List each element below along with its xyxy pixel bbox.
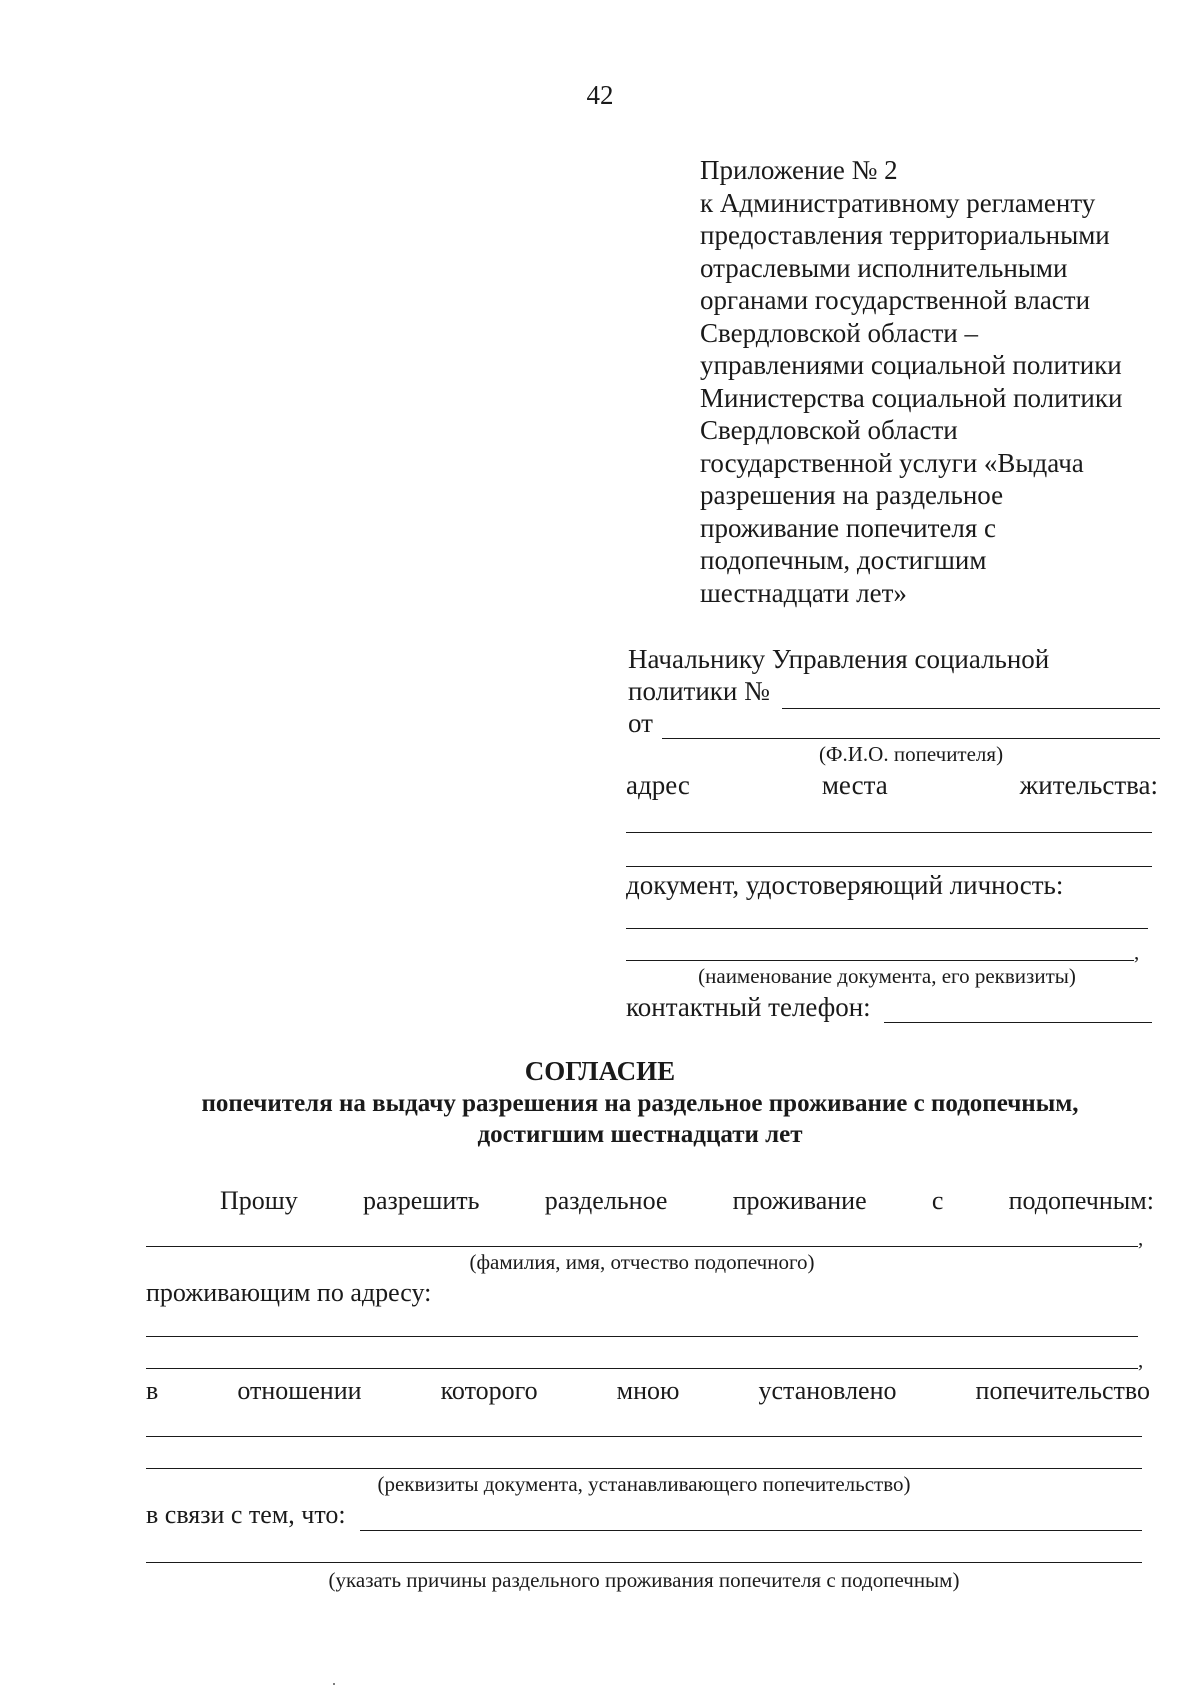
appendix-line: Свердловской области — [700, 415, 958, 445]
appendix-line: проживание попечителя с — [700, 512, 997, 543]
ward-address-field-2[interactable] — [146, 1368, 1138, 1369]
ward-name-field[interactable] — [146, 1246, 1138, 1247]
ward-address-field-1[interactable] — [146, 1336, 1138, 1337]
appendix-line: отраслевыми исполнительными — [700, 252, 1068, 283]
id-document-field-1[interactable] — [626, 928, 1148, 929]
reason-field-1[interactable] — [360, 1530, 1142, 1531]
request-word: раздельное — [544, 1186, 668, 1215]
residing-address-label: проживающим по адресу: — [146, 1278, 432, 1307]
guardian-name-caption: (Ф.И.О. попечителя) — [818, 742, 1004, 766]
appendix-line: шестнадцати лет» — [700, 577, 907, 608]
ward-name-caption: (фамилия, имя, отчество подопечного) — [469, 1250, 815, 1274]
residence-field-2[interactable] — [626, 866, 1152, 867]
reason-field-2[interactable] — [146, 1562, 1142, 1563]
appendix-line: Свердловской области – — [700, 317, 978, 348]
appendix-line: к Административному регламенту — [700, 187, 1096, 218]
request-word: проживание — [732, 1186, 867, 1215]
relation-word: попечительство — [975, 1376, 1150, 1405]
request-line — [220, 1186, 1154, 1216]
request-word: Прошу — [220, 1186, 298, 1215]
request-word: подопечным: — [1008, 1186, 1154, 1215]
guardianship-doc-field-2[interactable] — [146, 1468, 1142, 1469]
appendix-line: органами государственной власти — [700, 285, 1091, 315]
appendix-line: подопечным, достигшим — [700, 545, 987, 575]
from-label: от — [628, 708, 653, 738]
comma: , — [1134, 940, 1140, 964]
residence-word: места — [821, 770, 888, 800]
relation-word: которого — [440, 1376, 538, 1405]
residence-label — [626, 770, 1158, 801]
appendix-line: управлениями социальной политики — [700, 350, 1122, 380]
appendix-line: предоставления территориальными — [700, 220, 1110, 250]
appendix-line: разрешения на раздельное — [700, 480, 1004, 510]
appendix-header — [700, 154, 1122, 609]
relation-word: отношении — [237, 1376, 362, 1405]
page-number: 42 — [586, 80, 614, 110]
residence-word: адрес — [626, 770, 690, 800]
reason-caption: (указать причины раздельного проживания попечителя с подопечным) — [328, 1568, 960, 1592]
id-document-label: документ, удостоверяющий личность: — [626, 870, 1064, 900]
request-word: с — [931, 1186, 944, 1215]
appendix-line: Министерства социальной политики — [700, 382, 1123, 413]
document-title: СОГЛАСИЕ — [524, 1056, 676, 1086]
guardian-name-field[interactable] — [662, 738, 1160, 739]
scan-speck — [333, 1683, 335, 1685]
guardianship-doc-caption: (реквизиты документа, устанавливающего попечительство) — [377, 1472, 911, 1496]
phone-label: контактный телефон: — [626, 992, 871, 1022]
reason-label: в связи с тем, что: — [146, 1500, 346, 1529]
appendix-line: Приложение № 2 — [700, 155, 898, 185]
relation-line — [146, 1376, 1150, 1406]
appendix-line: государственной услуги «Выдача — [700, 447, 1084, 478]
relation-word: в — [146, 1376, 159, 1405]
addressee-line-1: Начальнику Управления социальной — [628, 644, 1050, 674]
department-number-label: политики № — [628, 676, 770, 706]
relation-word: установлено — [758, 1376, 897, 1405]
department-number-field[interactable] — [782, 708, 1160, 709]
comma: , — [1138, 1226, 1144, 1250]
id-document-caption: (наименование документа, его реквизиты) — [698, 964, 1076, 988]
relation-word: мною — [616, 1376, 680, 1405]
comma: , — [1138, 1348, 1144, 1372]
residence-field-1[interactable] — [626, 832, 1152, 833]
id-document-field-2[interactable] — [626, 960, 1134, 961]
document-subtitle-1: попечителя на выдачу разрешения на раздельное проживание с подопечным, — [201, 1090, 1079, 1117]
request-word: разрешить — [363, 1186, 480, 1215]
residence-word: жительства: — [1019, 770, 1158, 800]
document-subtitle-2: достигшим шестнадцати лет — [477, 1121, 803, 1148]
phone-field[interactable] — [884, 1022, 1152, 1023]
guardianship-doc-field-1[interactable] — [146, 1436, 1142, 1437]
